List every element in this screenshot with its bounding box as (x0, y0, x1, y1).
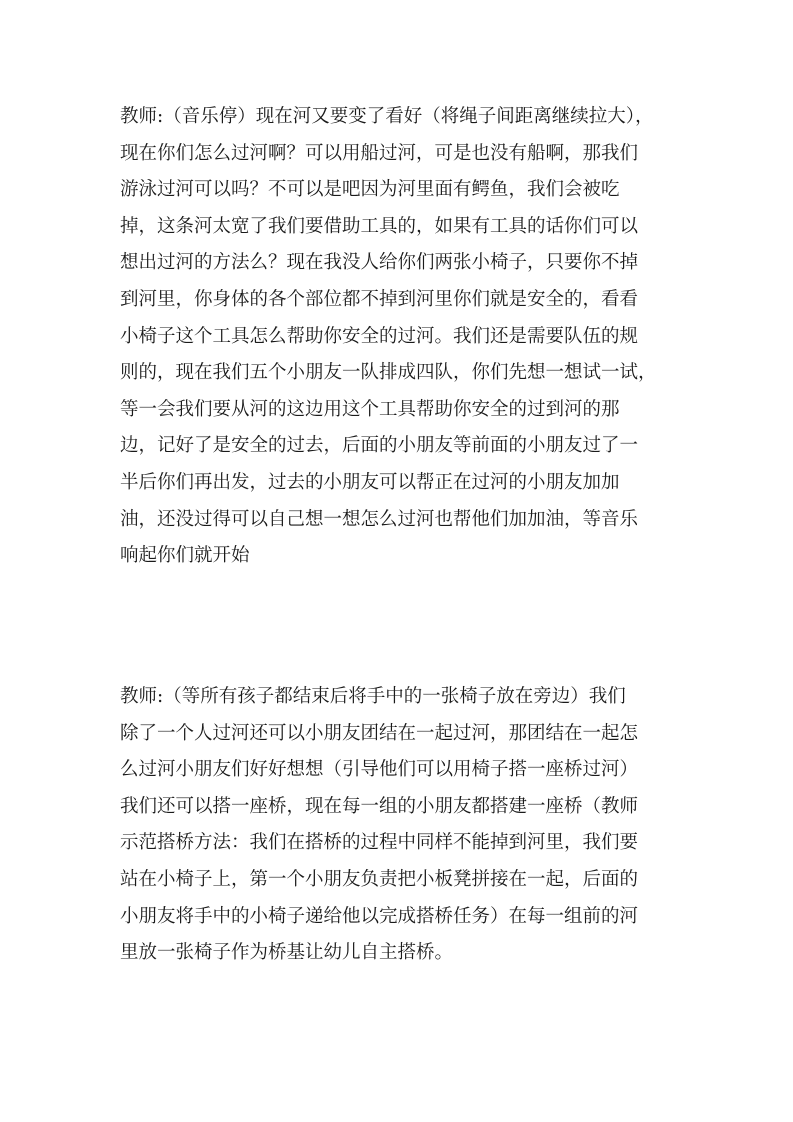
text-line: 边，记好了是安全的过去，后面的小朋友等前面的小朋友过了一 (120, 435, 639, 457)
text-line: 小椅子这个工具怎么帮助你安全的过河。我们还是需要队伍的规 (120, 325, 639, 347)
text-line: 半后你们再出发，过去的小朋友可以帮正在过河的小朋友加加 (120, 471, 620, 493)
text-line: 等一会我们要从河的这边用这个工具帮助你安全的过到河的那 (120, 398, 620, 420)
text-line: 现在你们怎么过河啊？可以用船过河，可是也没有船啊，那我们 (120, 142, 639, 164)
text-line: 教师:（音乐停）现在河又要变了看好（将绳子间距离继续拉大）， (120, 106, 654, 127)
text-line: 示范搭桥方法：我们在搭桥的过程中同样不能掉到河里，我们要 (120, 832, 639, 854)
text-line: 教师:（等所有孩子都结束后将手中的一张椅子放在旁边）我们 (120, 686, 626, 707)
text-line: 掉，这条河太宽了我们要借助工具的，如果有工具的话你们可以 (120, 215, 639, 237)
text-line: 油，还没过得可以自己想一想怎么过河也帮他们加加油，等音乐 (120, 508, 639, 530)
paragraph-2 (120, 679, 676, 972)
paragraph-1 (120, 99, 676, 575)
text-line: 小朋友将手中的小椅子递给他以完成搭桥任务）在每一组前的河 (120, 905, 639, 927)
text-line: 游泳过河可以吗？不可以是吧因为河里面有鳄鱼，我们会被吃 (120, 179, 620, 201)
text-line: 我们还可以搭一座桥，现在每一组的小朋友都搭建一座桥（教师 (120, 795, 639, 817)
text-line: 到河里，你身体的各个部位都不掉到河里你们就是安全的，看看 (120, 288, 639, 310)
text-line: 则的，现在我们五个小朋友一队排成四队，你们先想一想试一试， (120, 362, 657, 384)
text-line: 想出过河的方法么？现在我没人给你们两张小椅子，只要你不掉 (120, 252, 639, 274)
text-line: 响起你们就开始 (120, 545, 250, 567)
text-line: 里放一张椅子作为桥基让幼儿自主搭桥。 (120, 942, 454, 964)
text-line: 么过河小朋友们好好想想（引导他们可以用椅子搭一座桥过河） (120, 759, 639, 781)
text-line: 站在小椅子上，第一个小朋友负责把小板凳拼接在一起，后面的 (120, 868, 639, 890)
text-line: 除了一个人过河还可以小朋友团结在一起过河，那团结在一起怎 (120, 722, 639, 744)
